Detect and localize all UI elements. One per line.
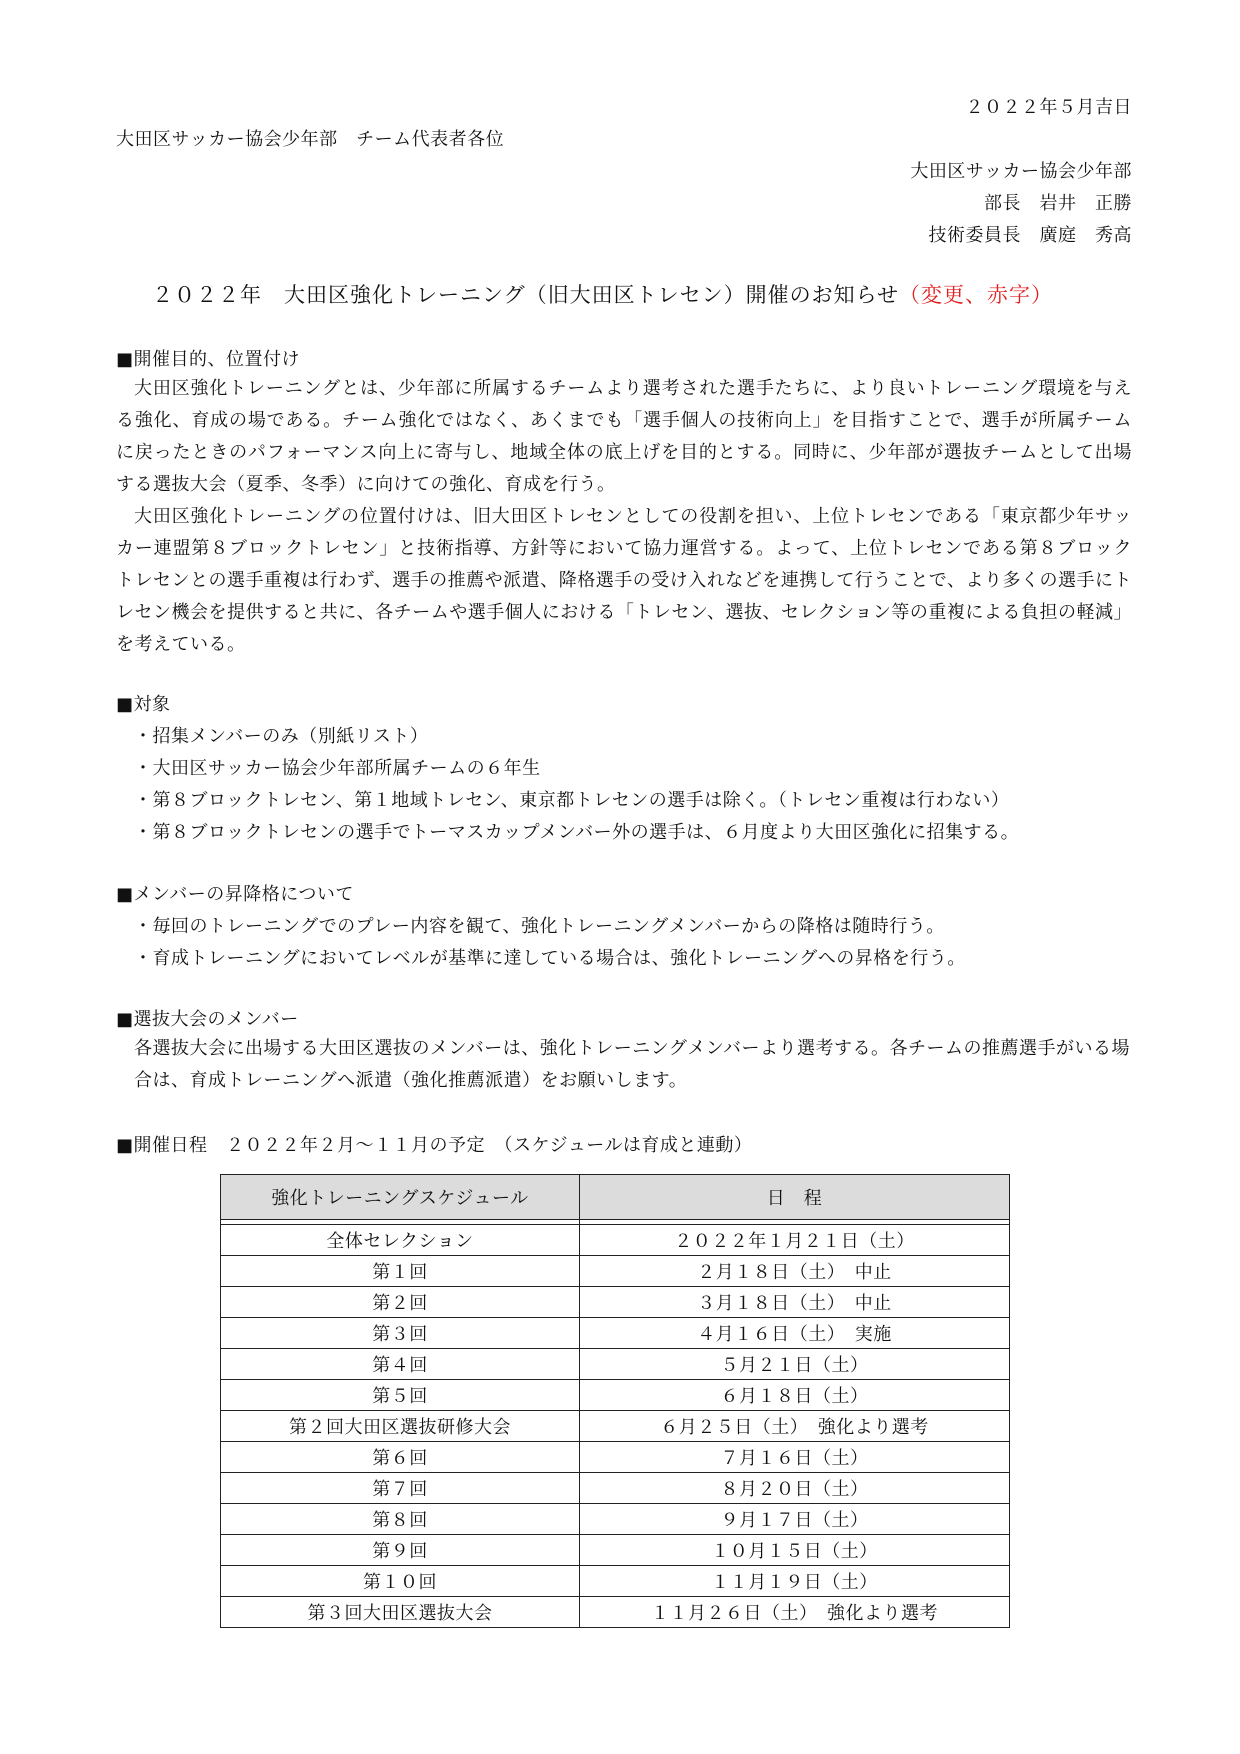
date-cell: ５月２１日（土） (580, 1349, 1010, 1380)
issue-date: ２０２２年５月吉日 (965, 97, 1132, 118)
event-cell: 第１回 (221, 1256, 580, 1287)
event-cell: 第１０回 (221, 1566, 580, 1597)
table-row (221, 1504, 1010, 1535)
selection-heading: ■選抜大会のメンバー (116, 1009, 299, 1030)
date-cell: ６月２５日（土） 強化より選考 (580, 1411, 1010, 1442)
date-cell: ２月１８日（土） 中止 (580, 1256, 1010, 1287)
table-row (221, 1566, 1010, 1597)
event-cell: 第２回大田区選抜研修大会 (221, 1411, 580, 1442)
schedule-header-row (221, 1175, 1010, 1220)
event-cell: 第８回 (221, 1504, 580, 1535)
table-row (221, 1442, 1010, 1473)
event-cell: 第９回 (221, 1535, 580, 1566)
event-cell: 第５回 (221, 1380, 580, 1411)
event-cell: 第７回 (221, 1473, 580, 1504)
table-row (221, 1473, 1010, 1504)
column-header-date: 日 程 (580, 1175, 1010, 1220)
title-change-note: （変更、赤字） (898, 283, 1053, 307)
purpose-heading: ■開催目的、位置付け (116, 349, 301, 370)
promotion-heading: ■メンバーの昇降格について (116, 884, 354, 905)
table-row (221, 1380, 1010, 1411)
purpose-paragraph-2: 大田区強化トレーニングの位置付けは、旧大田区トレセンとしての役割を担い、上位トレセンである「東京都少年サッカー連盟第８ブロックトレセン」と技術指導、方針等において協力運営する。よって、上位トレセンである第８ブロックトレセンとの選手重複は行わず、選手の推薦や派遣、降格選手の受け入れなどを連携して行うことで、より多くの選手にトレセン機会を提供すると共に、各チームや選手個人における「トレセン、選抜、セレクション等の重複による負担の軽減」を考えている。 (116, 506, 1132, 655)
column-header-event: 強化トレーニングスケジュール (221, 1175, 580, 1220)
document-title (152, 280, 1053, 310)
target-heading: ■対象 (116, 694, 171, 715)
target-item: ・第８ブロックトレセン、第１地域トレセン、東京都トレセンの選手は除く。（トレセン重複は行わない） (134, 790, 1010, 811)
target-item: ・招集メンバーのみ（別紙リスト） (134, 726, 429, 747)
table-row (221, 1597, 1010, 1628)
date-cell: ８月２０日（土） (580, 1473, 1010, 1504)
schedule-table (220, 1174, 1010, 1628)
event-cell: 第３回 (221, 1318, 580, 1349)
date-cell: １１月１９日（土） (580, 1566, 1010, 1597)
date-cell: ４月１６日（土） 実施 (580, 1318, 1010, 1349)
date-cell: ９月１７日（土） (580, 1504, 1010, 1535)
selection-paragraph: 各選抜大会に出場する大田区選抜のメンバーは、強化トレーニングメンバーより選考する。各チームの推薦選手がいる場合は、育成トレーニングへ派遣（強化推薦派遣）をお願いします。 (134, 1038, 1130, 1091)
promotion-item: ・毎回のトレーニングでのプレー内容を観て、強化トレーニングメンバーからの降格は随時行う。 (134, 916, 945, 937)
table-row (221, 1256, 1010, 1287)
promotion-item: ・育成トレーニングにおいてレベルが基準に達している場合は、強化トレーニングへの昇格を行う。 (134, 948, 966, 969)
purpose-paragraph-1: 大田区強化トレーニングとは、少年部に所属するチームより選考された選手たちに、より良いトレーニング環境を与える強化、育成の場である。チーム強化ではなく、あくまでも「選手個人の技術向上」を目指すことで、選手が所属チームに戻ったときのパフォーマンス向上に寄与し、地域全体の底上げを目的とする。同時に、少年部が選抜チームとして出場する選抜大会（夏季、冬季）に向けての強化、育成を行う。 (116, 378, 1132, 495)
table-row (221, 1535, 1010, 1566)
date-cell: １１月２６日（土） 強化より選考 (580, 1597, 1010, 1628)
table-row (221, 1318, 1010, 1349)
event-cell: 第６回 (221, 1442, 580, 1473)
date-cell: ６月１８日（土） (580, 1380, 1010, 1411)
recipient: 大田区サッカー協会少年部 チーム代表者各位 (116, 129, 505, 150)
date-cell: ７月１６日（土） (580, 1442, 1010, 1473)
sender-head: 部長 岩井 正勝 (984, 193, 1132, 214)
table-row (221, 1349, 1010, 1380)
table-row (221, 1287, 1010, 1318)
title-main: ２０２２年 大田区強化トレーニング（旧大田区トレセン）開催のお知らせ (152, 283, 899, 307)
event-cell: 全体セレクション (221, 1225, 580, 1256)
date-cell: １０月１５日（土） (580, 1535, 1010, 1566)
event-cell: 第４回 (221, 1349, 580, 1380)
sender-tech: 技術委員長 廣庭 秀高 (928, 225, 1132, 246)
target-item: ・第８ブロックトレセンの選手でトーマスカップメンバー外の選手は、６月度より大田区強化に招集する。 (134, 822, 1020, 843)
date-cell: ２０２２年１月２１日（土） (580, 1225, 1010, 1256)
date-cell: ３月１８日（土） 中止 (580, 1287, 1010, 1318)
schedule-heading: ■開催日程 ２０２２年２月～１１月の予定 （スケジュールは育成と連動） (116, 1135, 753, 1156)
target-item: ・大田区サッカー協会少年部所属チームの６年生 (134, 758, 541, 779)
event-cell: 第２回 (221, 1287, 580, 1318)
event-cell: 第３回大田区選抜大会 (221, 1597, 580, 1628)
sender-org: 大田区サッカー協会少年部 (910, 161, 1132, 182)
table-row (221, 1225, 1010, 1256)
table-row (221, 1411, 1010, 1442)
